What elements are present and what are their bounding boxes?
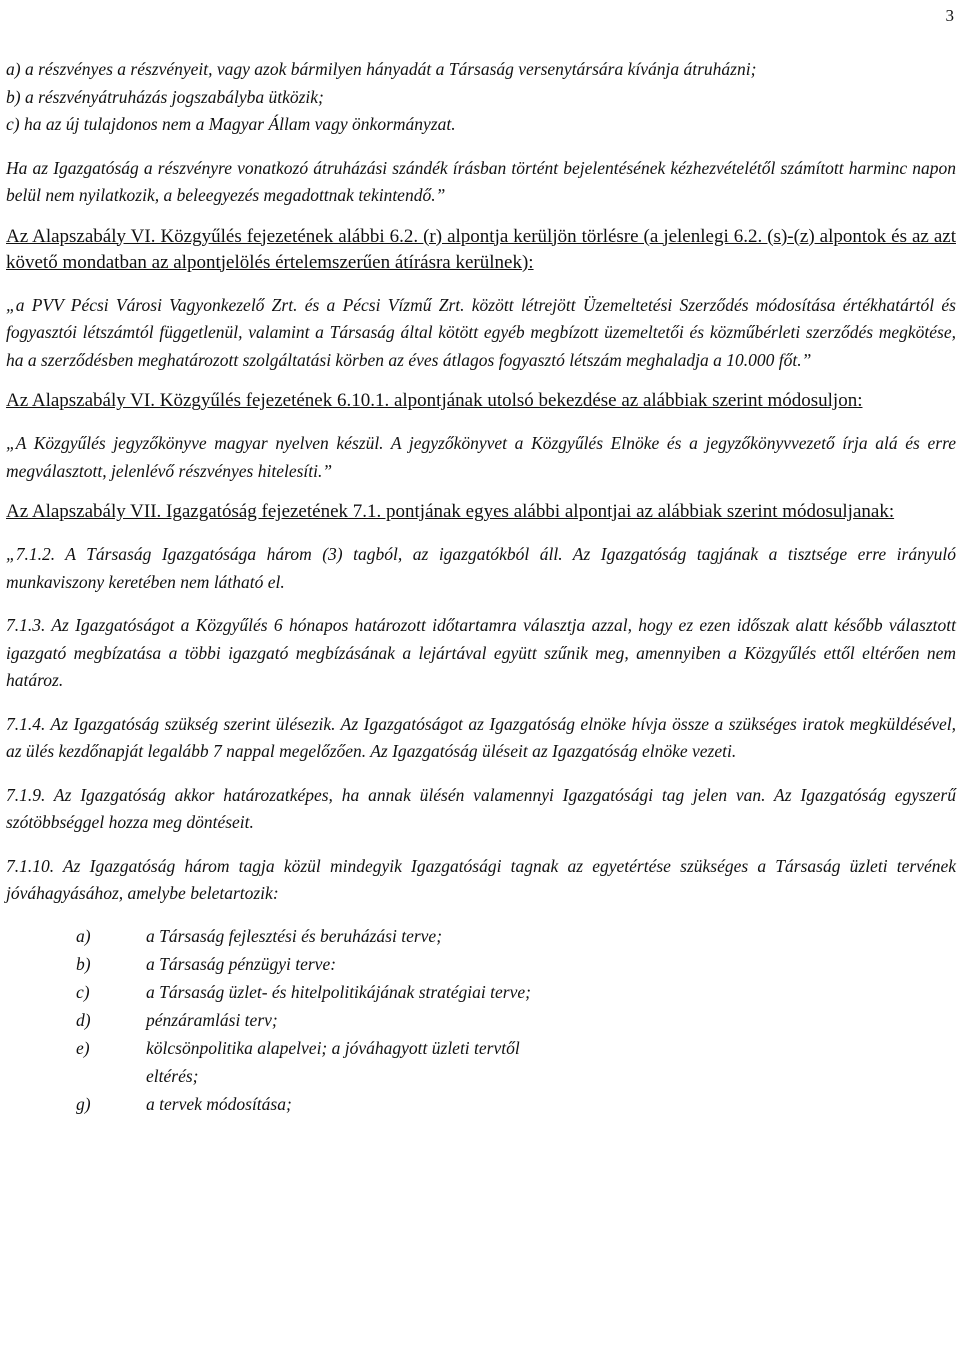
list-marker: g)	[76, 1093, 91, 1114]
document-body	[6, 56, 956, 1118]
list-item	[6, 950, 956, 978]
list-marker: c)	[76, 981, 90, 1002]
list-item	[6, 978, 956, 1006]
list-item	[6, 1034, 956, 1090]
intro-line-a: a) a részvényes a részvényeit, vagy azok bármilyen hányadát a Társaság versenytársára kívánja átruházni;	[6, 59, 757, 79]
heading-section-6-10-1: Az Alapszabály VI. Közgyűlés fejezetének 6.10.1. alpontjának utolsó bekezdése az alábbiak szerint módosuljon:	[6, 390, 863, 411]
heading-section-7-1: Az Alapszabály VII. Igazgatóság fejezetének 7.1. pontjának egyes alábbi alpontjai az alábbiak szerint módosuljanak:	[6, 501, 895, 522]
list-marker: d)	[76, 1009, 91, 1030]
intro-list	[6, 56, 956, 139]
clause-7-1-3: 7.1.3. Az Igazgatóságot a Közgyűlés 6 hónapos határozott időtartamra választja azzal, hogy ez ezen időszak alatt később választott igazgató megbízatása a többi igazgató megbízásának a lejártával együtt szűnik meg, amennyiben a Közgyűlés ettől eltérően nem határoz.	[6, 615, 956, 690]
list-marker: a)	[76, 925, 91, 946]
list-item	[6, 922, 956, 950]
clause-7-1-2: „7.1.2. A Társaság Igazgatósága három (3) tagból, az igazgatókból áll. Az Igazgatóság tagjának a tisztsége erre irányuló munkaviszony keretében nem látható el.	[6, 544, 956, 592]
list-text: a Társaság üzlet- és hitelpolitikájának stratégiai terve;	[146, 981, 531, 1002]
quote-pvv-contract: „a PVV Pécsi Városi Vagyonkezelő Zrt. és a Pécsi Vízmű Zrt. között létrejött Üzemeltetési Szerződés módosítása értékhatártól és fogyasztói létszámtól függetlenül, valamint a Társaság által kötött egyéb megbízott üzemeltetői és közműbérleti szerződés megkötése, ha a szerződésben meghatározott szolgáltatási körben az éves átlagos fogyasztó létszám meghaladja a 10.000 főt.”	[6, 294, 956, 370]
list-text: a tervek módosítása;	[146, 1093, 292, 1114]
business-plan-list	[6, 922, 956, 1118]
page-number: 3	[945, 6, 954, 25]
list-text: a Társaság fejlesztési és beruházási terve;	[146, 925, 443, 946]
clause-7-1-9: 7.1.9. Az Igazgatóság akkor határozatképes, ha annak ülésén valamennyi Igazgatósági tag jelen van. Az Igazgatóság egyszerű szótöbbséggel hozza meg döntéseit.	[6, 784, 956, 832]
clause-7-1-4: 7.1.4. Az Igazgatóság szükség szerint ülésezik. Az Igazgatóságot az Igazgatóság elnöke hívja össze a szükséges iratok megküldésével, az ülés kezdőnapját legalább 7 nappal megelőzően. Az Igazgatóság üléseit az Igazgatóság elnöke vezeti.	[6, 713, 956, 761]
quote-minutes: „A Közgyűlés jegyzőkönyve magyar nyelven készül. A jegyzőkönyvet a Közgyűlés Elnöke és a jegyzőkönyvvezető írja alá és erre megválasztott, jelenlévő részvényes hitelesíti.”	[6, 433, 956, 481]
list-item	[6, 1006, 956, 1034]
heading-section-6-2: Az Alapszabály VI. Közgyűlés fejezetének alábbi 6.2. (r) alpontja kerüljön törlésre (a jelenlegi 6.2. (s)-(z) alpontok és az azt követő mondatban az alpontjelölés értelemszerűen átírásra kerülnek):	[6, 225, 956, 273]
intro-line-b: b) a részvényátruházás jogszabályba ütközik;	[6, 86, 324, 107]
list-marker: b)	[76, 953, 91, 974]
intro-line-c: c) ha az új tulajdonos nem a Magyar Állam vagy önkormányzat.	[6, 114, 456, 134]
paragraph-consent: Ha az Igazgatóság a részvényre vonatkozó átruházási szándék írásban történt bejelentésének kézhezvételétől számított harminc napon belül nem nyilatkozik, a beleegyezés megadottnak tekintendő.”	[6, 157, 956, 205]
list-text: kölcsönpolitika alapelvei; a jóváhagyott üzleti tervtől eltérés;	[146, 1037, 520, 1086]
list-marker: e)	[76, 1037, 90, 1058]
list-text: pénzáramlási terv;	[146, 1009, 278, 1030]
list-item	[6, 1090, 956, 1118]
list-text: a Társaság pénzügyi terve:	[146, 953, 337, 974]
clause-7-1-10: 7.1.10. Az Igazgatóság három tagja közül mindegyik Igazgatósági tagnak az egyetértése szükséges a Társaság üzleti tervének jóváhagyásához, amelybe beletartozik:	[6, 855, 956, 903]
